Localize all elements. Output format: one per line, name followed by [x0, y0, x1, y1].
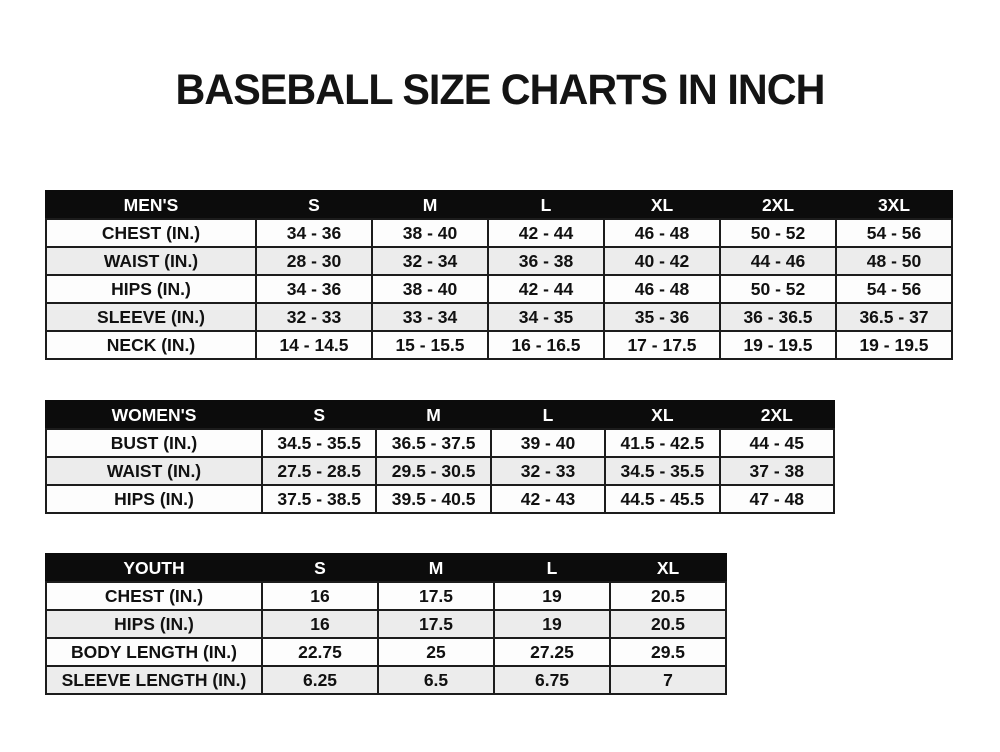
womens-table-label: WOMEN'S [46, 401, 262, 429]
size-value-cell: 33 - 34 [372, 303, 488, 331]
size-value-cell: 39 - 40 [491, 429, 605, 457]
size-value-cell: 14 - 14.5 [256, 331, 372, 359]
size-value-cell: 27.25 [494, 638, 610, 666]
mens-size-column-header: M [372, 191, 488, 219]
womens-header-row [46, 401, 834, 429]
size-value-cell: 22.75 [262, 638, 378, 666]
size-value-cell: 19 - 19.5 [720, 331, 836, 359]
womens-size-column-header: S [262, 401, 376, 429]
size-value-cell: 41.5 - 42.5 [605, 429, 719, 457]
youth-size-column-header: M [378, 554, 494, 582]
size-value-cell: 37.5 - 38.5 [262, 485, 376, 513]
table-row [46, 219, 952, 247]
youth-size-table [45, 553, 727, 695]
size-value-cell: 38 - 40 [372, 275, 488, 303]
measurement-label: WAIST (IN.) [46, 457, 262, 485]
size-value-cell: 32 - 33 [256, 303, 372, 331]
size-value-cell: 17 - 17.5 [604, 331, 720, 359]
size-value-cell: 19 [494, 582, 610, 610]
size-value-cell: 29.5 - 30.5 [376, 457, 490, 485]
size-value-cell: 15 - 15.5 [372, 331, 488, 359]
youth-table-label: YOUTH [46, 554, 262, 582]
mens-size-column-header: L [488, 191, 604, 219]
size-value-cell: 50 - 52 [720, 275, 836, 303]
size-value-cell: 54 - 56 [836, 275, 952, 303]
measurement-label: BUST (IN.) [46, 429, 262, 457]
youth-size-column-header: XL [610, 554, 726, 582]
mens-size-column-header: 2XL [720, 191, 836, 219]
size-value-cell: 36.5 - 37 [836, 303, 952, 331]
size-value-cell: 36 - 38 [488, 247, 604, 275]
size-value-cell: 36.5 - 37.5 [376, 429, 490, 457]
womens-size-column-header: M [376, 401, 490, 429]
size-value-cell: 34.5 - 35.5 [605, 457, 719, 485]
table-row [46, 666, 726, 694]
measurement-label: CHEST (IN.) [46, 219, 256, 247]
size-value-cell: 17.5 [378, 610, 494, 638]
mens-size-column-header: XL [604, 191, 720, 219]
size-value-cell: 39.5 - 40.5 [376, 485, 490, 513]
size-value-cell: 34 - 35 [488, 303, 604, 331]
size-value-cell: 36 - 36.5 [720, 303, 836, 331]
mens-table-label: MEN'S [46, 191, 256, 219]
size-value-cell: 19 [494, 610, 610, 638]
table-row [46, 485, 834, 513]
size-value-cell: 46 - 48 [604, 275, 720, 303]
size-value-cell: 17.5 [378, 582, 494, 610]
size-value-cell: 47 - 48 [720, 485, 834, 513]
table-row [46, 610, 726, 638]
size-value-cell: 46 - 48 [604, 219, 720, 247]
measurement-label: WAIST (IN.) [46, 247, 256, 275]
size-value-cell: 44.5 - 45.5 [605, 485, 719, 513]
size-value-cell: 32 - 34 [372, 247, 488, 275]
measurement-label: BODY LENGTH (IN.) [46, 638, 262, 666]
measurement-label: SLEEVE (IN.) [46, 303, 256, 331]
size-value-cell: 29.5 [610, 638, 726, 666]
size-value-cell: 35 - 36 [604, 303, 720, 331]
size-value-cell: 20.5 [610, 610, 726, 638]
size-value-cell: 28 - 30 [256, 247, 372, 275]
size-value-cell: 16 [262, 582, 378, 610]
size-value-cell: 48 - 50 [836, 247, 952, 275]
youth-size-column-header: S [262, 554, 378, 582]
size-value-cell: 34 - 36 [256, 275, 372, 303]
table-row [46, 303, 952, 331]
size-value-cell: 7 [610, 666, 726, 694]
mens-size-column-header: S [256, 191, 372, 219]
size-value-cell: 25 [378, 638, 494, 666]
size-value-cell: 44 - 46 [720, 247, 836, 275]
size-value-cell: 6.75 [494, 666, 610, 694]
table-row [46, 331, 952, 359]
size-value-cell: 37 - 38 [720, 457, 834, 485]
size-value-cell: 44 - 45 [720, 429, 834, 457]
size-value-cell: 50 - 52 [720, 219, 836, 247]
size-value-cell: 20.5 [610, 582, 726, 610]
womens-size-column-header: L [491, 401, 605, 429]
measurement-label: HIPS (IN.) [46, 275, 256, 303]
table-row [46, 582, 726, 610]
size-value-cell: 16 [262, 610, 378, 638]
table-row [46, 638, 726, 666]
size-value-cell: 19 - 19.5 [836, 331, 952, 359]
size-value-cell: 32 - 33 [491, 457, 605, 485]
measurement-label: HIPS (IN.) [46, 610, 262, 638]
size-value-cell: 42 - 44 [488, 275, 604, 303]
youth-header-row [46, 554, 726, 582]
table-row [46, 247, 952, 275]
size-value-cell: 6.5 [378, 666, 494, 694]
size-value-cell: 38 - 40 [372, 219, 488, 247]
mens-header-row [46, 191, 952, 219]
measurement-label: NECK (IN.) [46, 331, 256, 359]
measurement-label: CHEST (IN.) [46, 582, 262, 610]
measurement-label: HIPS (IN.) [46, 485, 262, 513]
size-value-cell: 54 - 56 [836, 219, 952, 247]
womens-size-column-header: XL [605, 401, 719, 429]
size-value-cell: 34.5 - 35.5 [262, 429, 376, 457]
table-row [46, 429, 834, 457]
mens-size-table [45, 190, 953, 360]
page-title: BASEBALL SIZE CHARTS IN INCH [175, 66, 825, 114]
size-value-cell: 42 - 44 [488, 219, 604, 247]
mens-size-column-header: 3XL [836, 191, 952, 219]
size-value-cell: 42 - 43 [491, 485, 605, 513]
size-value-cell: 34 - 36 [256, 219, 372, 247]
size-value-cell: 27.5 - 28.5 [262, 457, 376, 485]
table-row [46, 275, 952, 303]
measurement-label: SLEEVE LENGTH (IN.) [46, 666, 262, 694]
table-row [46, 457, 834, 485]
size-value-cell: 6.25 [262, 666, 378, 694]
youth-size-column-header: L [494, 554, 610, 582]
womens-size-column-header: 2XL [720, 401, 834, 429]
size-value-cell: 40 - 42 [604, 247, 720, 275]
size-value-cell: 16 - 16.5 [488, 331, 604, 359]
womens-size-table [45, 400, 835, 514]
